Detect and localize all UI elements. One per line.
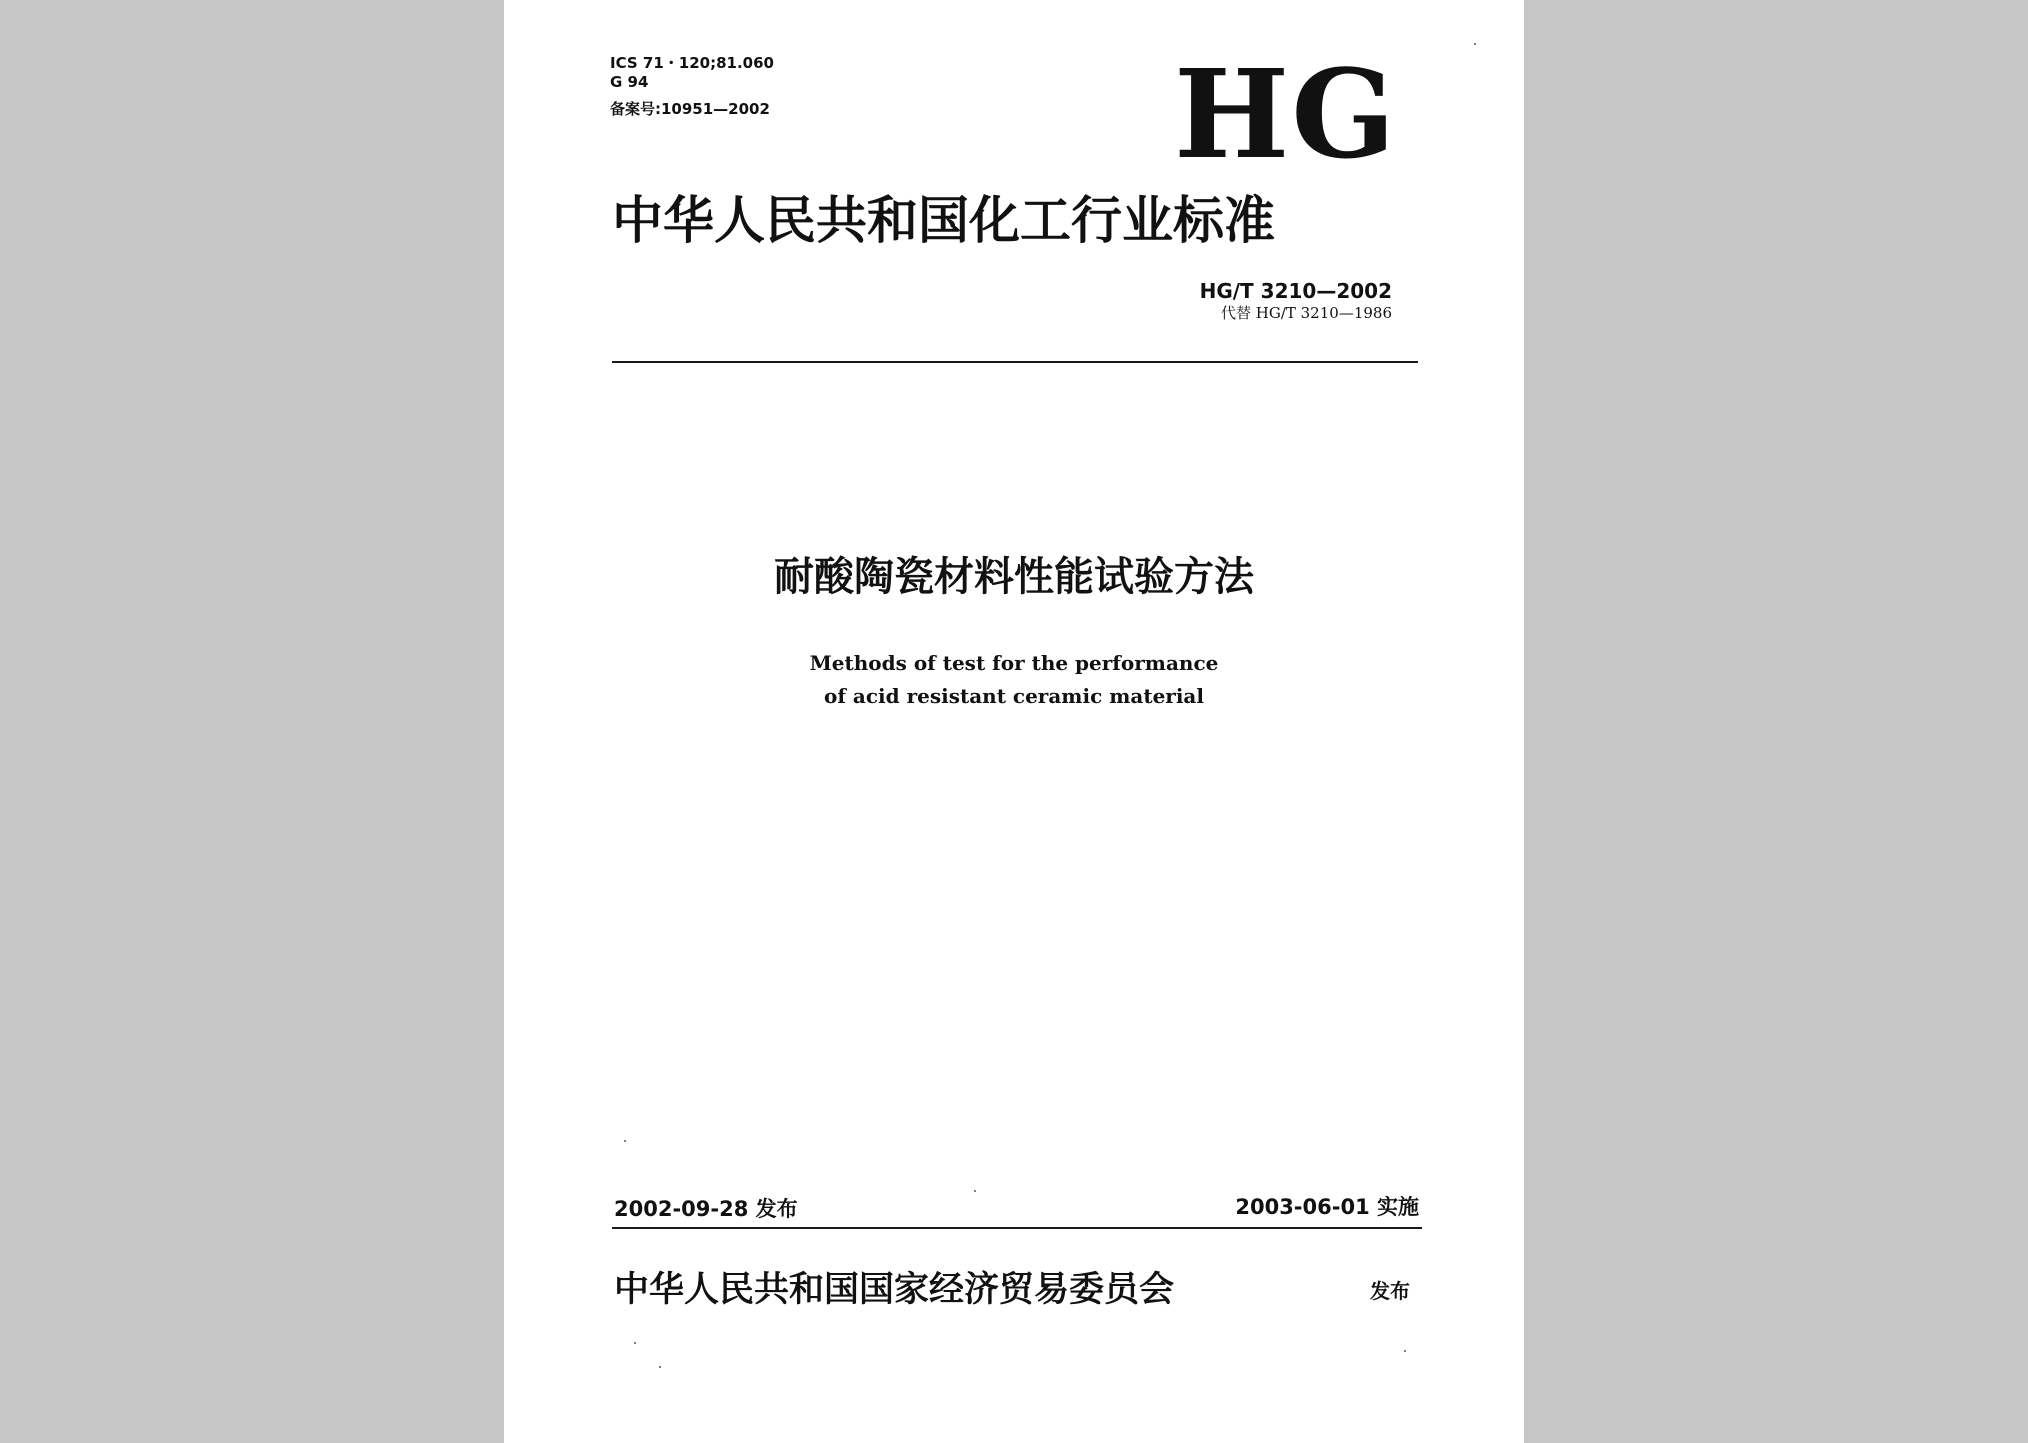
standard-title: 中华人民共和国化工行业标准 bbox=[612, 192, 1276, 251]
ccs-code: G 94 bbox=[610, 73, 649, 91]
issuer-name: 中华人民共和国国家经济贸易委员会 bbox=[614, 1270, 1175, 1310]
issuer-verb: 发布 bbox=[1370, 1279, 1410, 1303]
scan-speck bbox=[659, 1366, 661, 1368]
scan-speck bbox=[974, 1190, 976, 1192]
header-divider bbox=[612, 361, 1418, 363]
scan-speck bbox=[1474, 43, 1476, 45]
scan-speck bbox=[634, 1342, 636, 1344]
standard-number: HG/T 3210—2002 bbox=[1199, 279, 1392, 303]
footer-divider bbox=[612, 1227, 1422, 1229]
issue-date: 2002-09-28 发布 bbox=[614, 1197, 798, 1221]
effective-date: 2003-06-01 实施 bbox=[1235, 1195, 1419, 1219]
scan-speck bbox=[624, 1140, 626, 1142]
title-en-line-2: of acid resistant ceramic material bbox=[824, 684, 1204, 708]
hg-logo: HG bbox=[1174, 42, 1398, 186]
replaces-standard: 代替 HG/T 3210—1986 bbox=[1220, 304, 1392, 322]
scan-speck bbox=[1404, 1350, 1406, 1352]
document-title-zh: 耐酸陶瓷材料性能试验方法 bbox=[774, 554, 1254, 600]
ics-code: ICS 71・120;81.060 bbox=[610, 54, 774, 72]
record-number: 备案号:10951—2002 bbox=[610, 100, 770, 118]
title-en-line-1: Methods of test for the performance bbox=[809, 651, 1219, 675]
document-page bbox=[504, 0, 1524, 1443]
document-title-en bbox=[504, 647, 1524, 713]
